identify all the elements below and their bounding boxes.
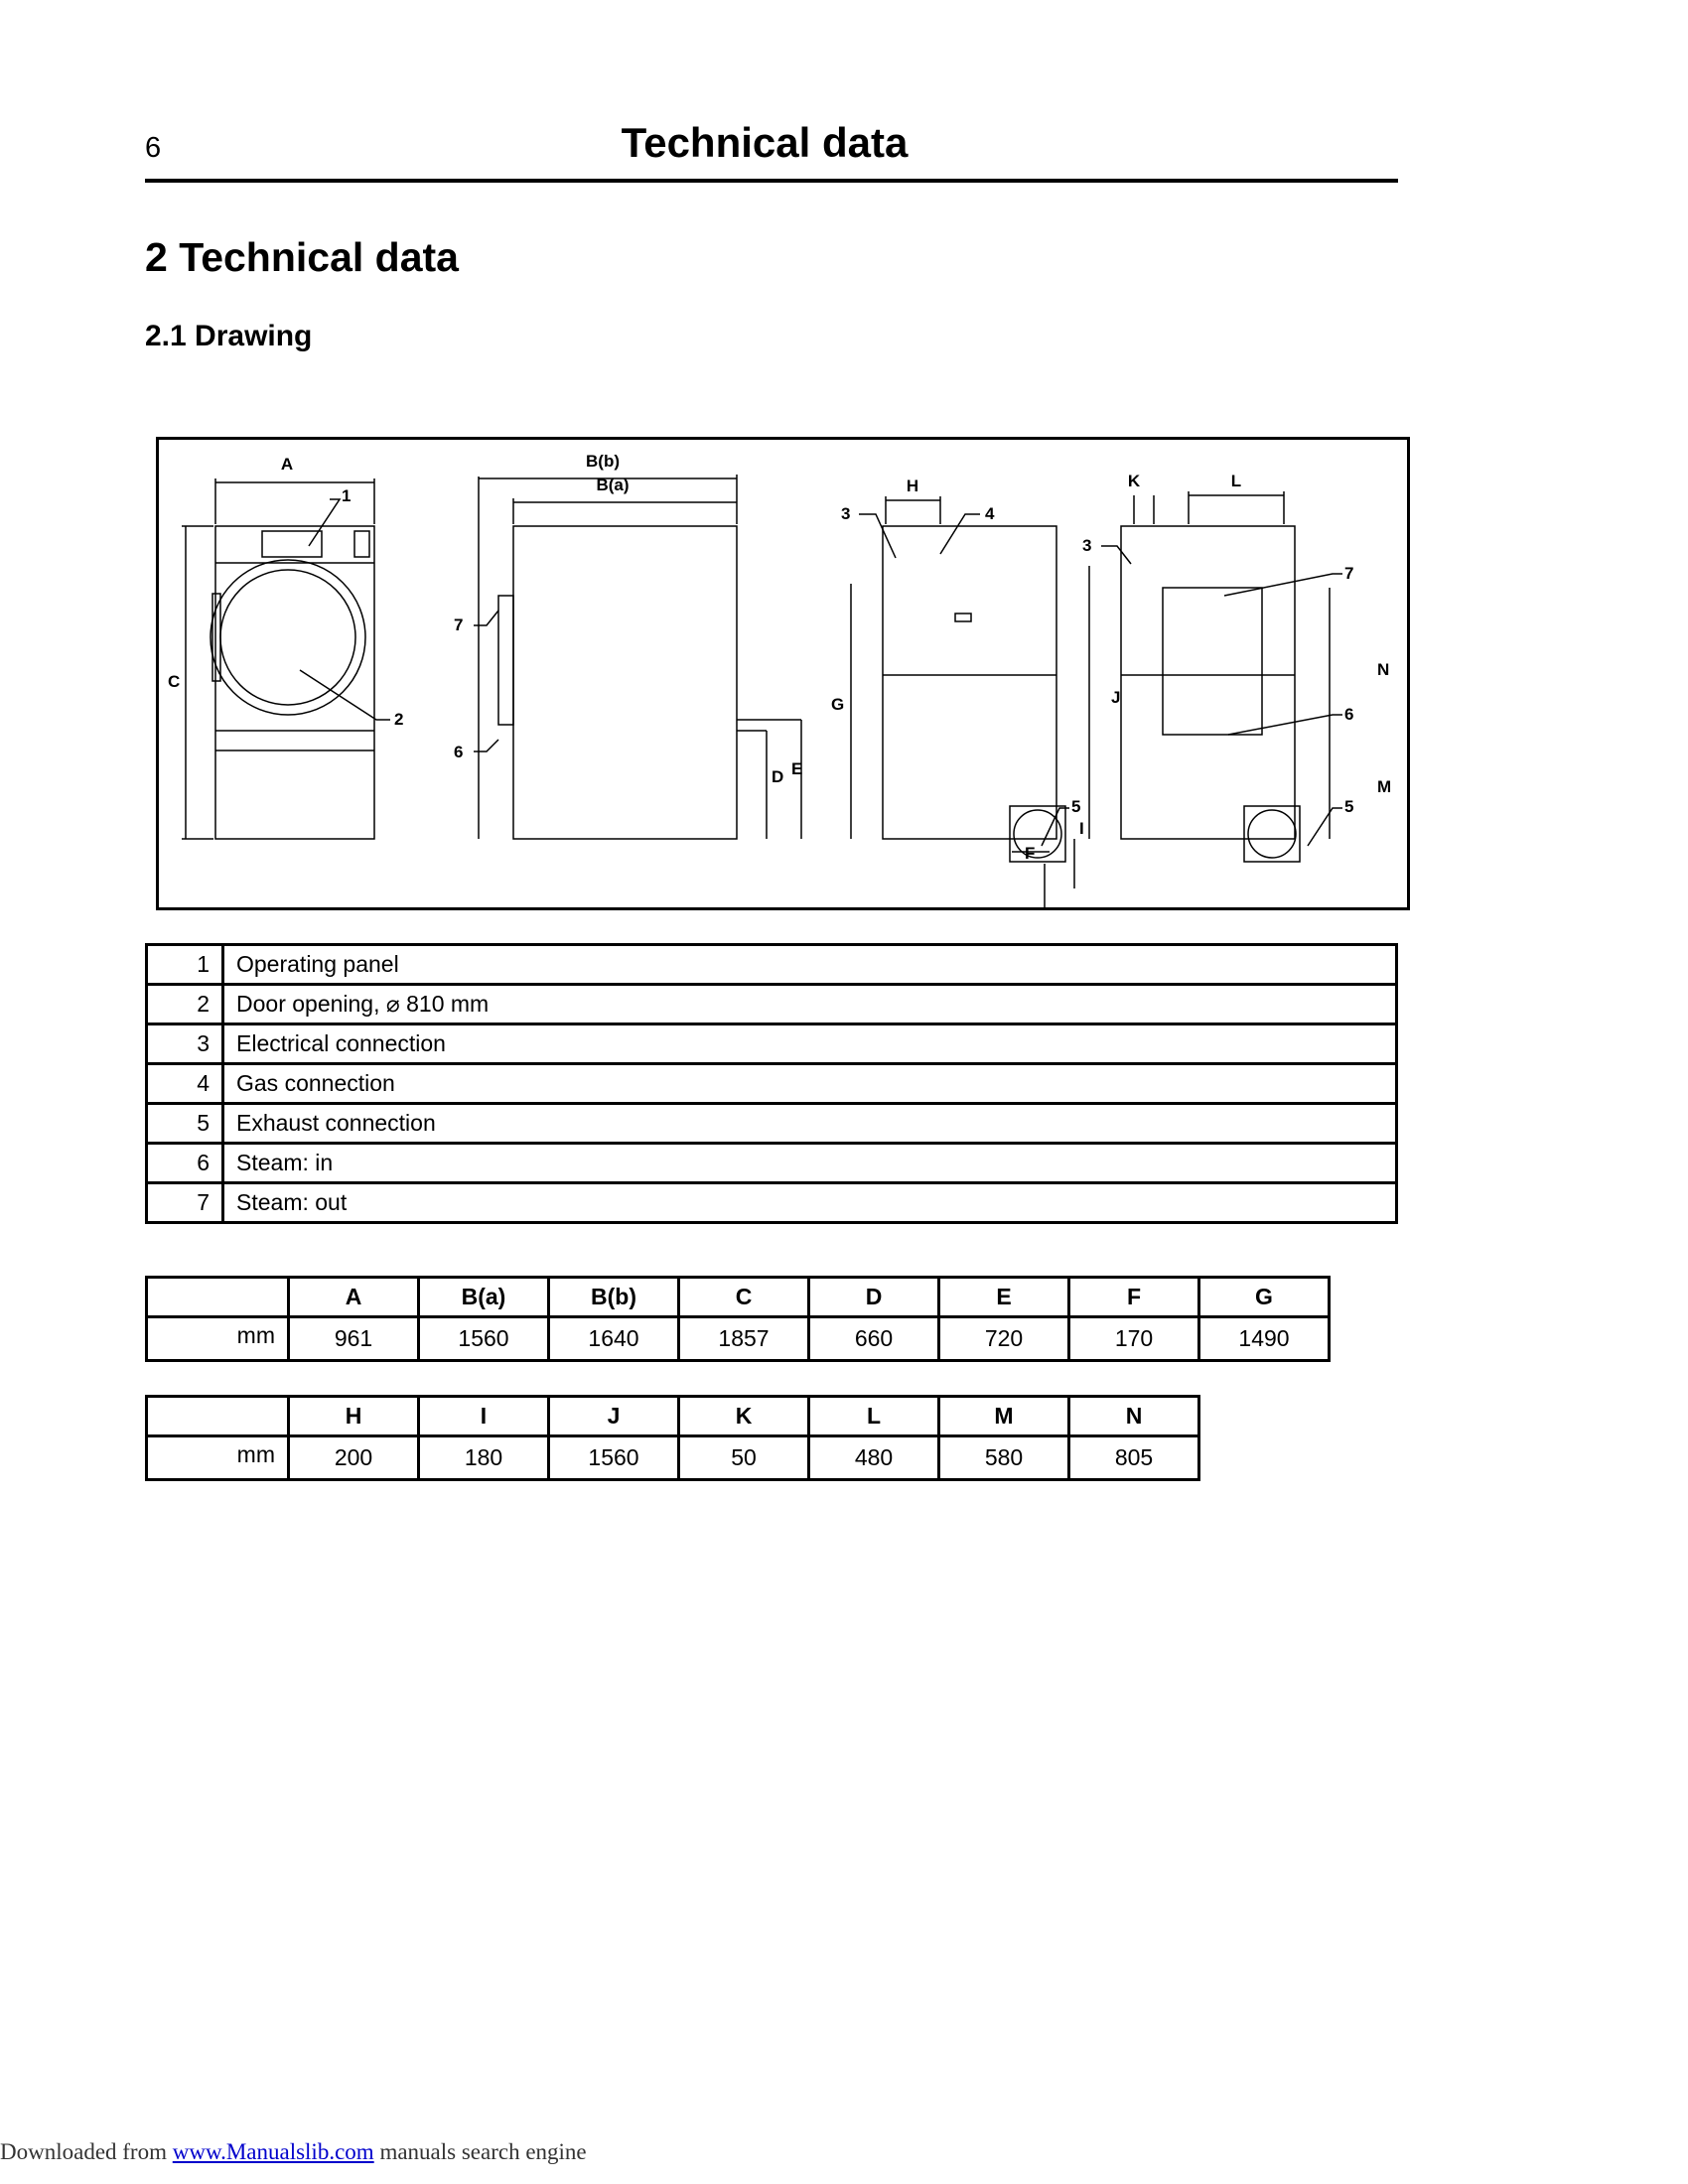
section-title: 2 Technical data xyxy=(145,234,459,280)
legend-number: 2 xyxy=(147,985,223,1024)
callout-5-alt: 5 xyxy=(1344,797,1354,816)
dimension-value: 480 xyxy=(809,1436,939,1480)
legend-row xyxy=(147,1144,1397,1183)
legend-row xyxy=(147,985,1397,1024)
dim-label-i: I xyxy=(1079,819,1084,838)
callout-2: 2 xyxy=(394,710,404,729)
legend-text: Gas connection xyxy=(223,1064,1397,1104)
dimension-value: 1560 xyxy=(549,1436,679,1480)
dims2-empty-header xyxy=(147,1397,289,1436)
legend-text: Exhaust connection xyxy=(223,1104,1397,1144)
dimension-value: 1490 xyxy=(1199,1317,1330,1361)
legend-number: 4 xyxy=(147,1064,223,1104)
dimension-header: H xyxy=(289,1397,419,1436)
legend-row xyxy=(147,1104,1397,1144)
dimensions-table-1 xyxy=(145,1276,1331,1362)
dim-label-g: G xyxy=(831,695,845,714)
dimension-value: 720 xyxy=(939,1317,1069,1361)
dimensions-table-2 xyxy=(145,1395,1200,1481)
legend-number: 1 xyxy=(147,945,223,985)
dim-label-f: F xyxy=(1025,844,1036,863)
legend-number: 6 xyxy=(147,1144,223,1183)
dimension-value: 1560 xyxy=(419,1317,549,1361)
legend-number: 5 xyxy=(147,1104,223,1144)
dimension-header: M xyxy=(939,1397,1069,1436)
callout-3-back: 3 xyxy=(841,504,851,523)
callout-4: 4 xyxy=(985,504,995,523)
callout-3-alt: 3 xyxy=(1082,536,1092,555)
callout-6-side: 6 xyxy=(454,743,464,761)
back-view-alt xyxy=(1089,491,1342,862)
legend-row xyxy=(147,1064,1397,1104)
dimension-header: D xyxy=(809,1278,939,1317)
dimension-header: I xyxy=(419,1397,549,1436)
header-title: Technical data xyxy=(621,119,909,166)
header-rule xyxy=(145,179,1398,183)
dims1-empty-header xyxy=(147,1278,289,1317)
dimension-header: K xyxy=(679,1397,809,1436)
dimension-value: 805 xyxy=(1069,1436,1199,1480)
dim-label-k: K xyxy=(1127,472,1141,490)
dimension-value: 180 xyxy=(419,1436,549,1480)
dimension-header: N xyxy=(1069,1397,1199,1436)
legend-text: Steam: in xyxy=(223,1144,1397,1183)
dim-label-h: H xyxy=(906,477,919,495)
dimension-header: F xyxy=(1069,1278,1199,1317)
dim-label-ba: B(a) xyxy=(596,476,630,494)
dim-label-a: A xyxy=(280,455,294,474)
dim-label-bb: B(b) xyxy=(586,452,620,471)
dimension-header: B(b) xyxy=(549,1278,679,1317)
dim-label-m: M xyxy=(1377,777,1392,796)
legend-row xyxy=(147,1183,1397,1223)
dimension-header: L xyxy=(809,1397,939,1436)
callout-7-alt: 7 xyxy=(1344,564,1354,583)
legend-row xyxy=(147,1024,1397,1064)
dims1-unit: mm xyxy=(147,1317,289,1361)
legend-text: Operating panel xyxy=(223,945,1397,985)
dimension-value: 1857 xyxy=(679,1317,809,1361)
page-number: 6 xyxy=(145,132,162,164)
subsection-title: 2.1 Drawing xyxy=(145,320,313,352)
back-view xyxy=(851,496,1074,910)
legend-row xyxy=(147,945,1397,985)
footer-link[interactable]: www.Manualslib.com xyxy=(172,2139,374,2164)
dimension-value: 200 xyxy=(289,1436,419,1480)
dim-label-l: L xyxy=(1230,472,1242,490)
dimension-header: A xyxy=(289,1278,419,1317)
dimension-header: C xyxy=(679,1278,809,1317)
dim-label-d: D xyxy=(772,767,784,786)
side-view xyxy=(474,475,801,839)
dimension-value: 660 xyxy=(809,1317,939,1361)
legend-number: 3 xyxy=(147,1024,223,1064)
dim-label-c: C xyxy=(168,672,181,691)
legend-table xyxy=(145,943,1398,1224)
legend-text: Steam: out xyxy=(223,1183,1397,1223)
callout-7-side: 7 xyxy=(454,615,464,634)
legend-text: Door opening, ⌀ 810 mm xyxy=(223,985,1397,1024)
dim-label-n: N xyxy=(1377,660,1390,679)
dimension-value: 580 xyxy=(939,1436,1069,1480)
dimension-header: E xyxy=(939,1278,1069,1317)
callout-6-alt: 6 xyxy=(1344,705,1354,724)
footer-suffix: manuals search engine xyxy=(373,2139,587,2164)
dimension-value: 50 xyxy=(679,1436,809,1480)
technical-drawing xyxy=(156,437,1410,910)
dimension-value: 961 xyxy=(289,1317,419,1361)
dim-label-j: J xyxy=(1111,688,1121,707)
dims2-unit: mm xyxy=(147,1436,289,1480)
callout-5-back: 5 xyxy=(1071,797,1081,816)
legend-number: 7 xyxy=(147,1183,223,1223)
dimension-header: B(a) xyxy=(419,1278,549,1317)
footer xyxy=(0,2139,587,2165)
footer-prefix: Downloaded from xyxy=(0,2139,173,2164)
legend-text: Electrical connection xyxy=(223,1024,1397,1064)
dimension-value: 1640 xyxy=(549,1317,679,1361)
dimension-value: 170 xyxy=(1069,1317,1199,1361)
front-view xyxy=(182,478,390,839)
dim-label-e: E xyxy=(791,759,803,778)
dimension-header: J xyxy=(549,1397,679,1436)
callout-1: 1 xyxy=(342,486,352,505)
dimension-header: G xyxy=(1199,1278,1330,1317)
